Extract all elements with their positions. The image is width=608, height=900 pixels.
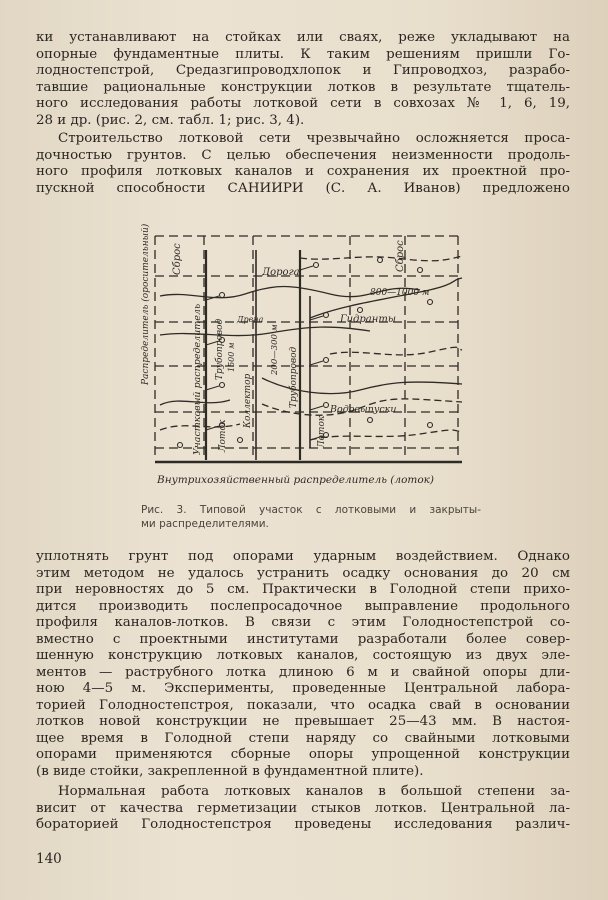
- text-line: ною 4—5 м. Эксперименты, проведенные Центральной лабора-: [36, 681, 570, 696]
- text-line: опорами применяются сборные опоры упрощенной конструкции: [36, 747, 570, 762]
- contour-curve: [310, 278, 462, 318]
- text-line: щее время в Голодной степи наряду со свайными лотковыми: [36, 730, 570, 746]
- label-doroga: Дорога: [262, 267, 300, 278]
- label-sbros-right: Сброс: [395, 240, 406, 272]
- label-sbros-left: Сброс: [172, 243, 183, 275]
- text-line: ного профиля лотковых каналов и сохранения их проектной про-: [36, 164, 570, 179]
- page-number: 140: [36, 851, 62, 867]
- label-raspred-left: Распределитель (оросительный): [141, 223, 151, 385]
- contour-curve: [300, 256, 462, 261]
- text-line: ного исследования работы лотковой сети в совхозах № 1, 6, 19,: [36, 96, 570, 111]
- label-distance: 800—1000 м: [370, 288, 430, 298]
- text-line: Нормальная работа лотковых каналов в большой степени за-: [58, 784, 570, 799]
- text-line: уплотнять грунт под опорами ударным воздействием. Однако: [36, 549, 570, 564]
- text-line: ментов — раструбного лотка длиною 6 м и свайной опоры дли-: [36, 664, 570, 680]
- text-line: дочностью грунтов. С целью обеспечения неизменности продоль-: [36, 147, 570, 163]
- text-line: вместно с проектными институтами разработали более совер-: [36, 631, 570, 647]
- text-line: лотков новой конструкции не превышает 25—43 мм. В настоя-: [36, 714, 570, 729]
- label-drena: Дрена: [237, 315, 264, 324]
- label-uchastkovy: Участковый распределитель: [192, 303, 203, 455]
- label-len-200-300: 200—300 м: [270, 324, 280, 375]
- label-kollektor: Коллектор: [243, 373, 253, 428]
- label-gidranty: Гидранты: [340, 314, 396, 325]
- figure-caption: [141, 503, 481, 531]
- label-len-1500: 1500 м: [227, 342, 236, 372]
- text-line: 28 и др. (рис. 2, см. табл. 1; рис. 3, 4).: [36, 112, 305, 128]
- text-line: при неровностях до 5 см. Практически в Голодной степи прихо-: [36, 582, 570, 597]
- label-vodovypuski: Водовыпуски: [330, 404, 397, 415]
- caption-line: Рис. 3. Типовой участок с лотковыми и закрыты-: [141, 504, 481, 516]
- label-truboprovod-left: Трубопровод: [215, 318, 225, 380]
- label-truboprovod-right: Трубопровод: [289, 346, 299, 408]
- text-line: висит от качества герметизации стыков лотков. Центральной ла-: [36, 800, 570, 816]
- main-paragraph: [36, 549, 570, 780]
- text-line: опорные фундаментные плиты. К таким решениям пришли Го-: [36, 46, 570, 62]
- label-lotok-left: Лоток: [218, 419, 228, 452]
- text-line: лодностепстрой, Средазгипроводхлопок и Гипроводхоз, разрабо-: [36, 63, 570, 78]
- contour-curve: [310, 430, 462, 440]
- text-line: дится производить послепросадочное выправление продольного: [36, 598, 570, 614]
- text-line: торией Голодностепстроя, показали, что осадка свай в основании: [36, 697, 570, 713]
- label-bottom-distributor: Внутрихозяйственный распределитель (лоток): [157, 474, 435, 486]
- text-line: ки устанавливают на стойках или сваях, реже укладывают на: [36, 30, 570, 45]
- text-line: шенную конструкцию лотковых каналов, состоящую из двух эле-: [36, 648, 570, 663]
- text-line: тавшие рациональные конструкции лотков в результате тщатель-: [36, 79, 570, 95]
- text-line: пускной способности САНИИРИ (С. А. Иванов) предложено: [36, 180, 570, 196]
- text-line: (в виде стойки, закрепленной в фундаментной плите).: [36, 763, 424, 779]
- text-line: профиля каналов-лотков. В связи с этим Голодностепстрой со-: [36, 615, 570, 630]
- text-line: бораторией Голодностепстроя проведены исследования различ-: [36, 817, 570, 832]
- last-paragraph: [36, 784, 570, 834]
- caption-line: ми распределителями.: [141, 518, 269, 530]
- label-lotok-right: Лоток: [317, 415, 327, 448]
- text-line: этим методом не удалось устранить осадку основания до 20 см: [36, 565, 570, 581]
- text-line: Строительство лотковой сети чрезвычайно осложняется просa-: [58, 131, 570, 146]
